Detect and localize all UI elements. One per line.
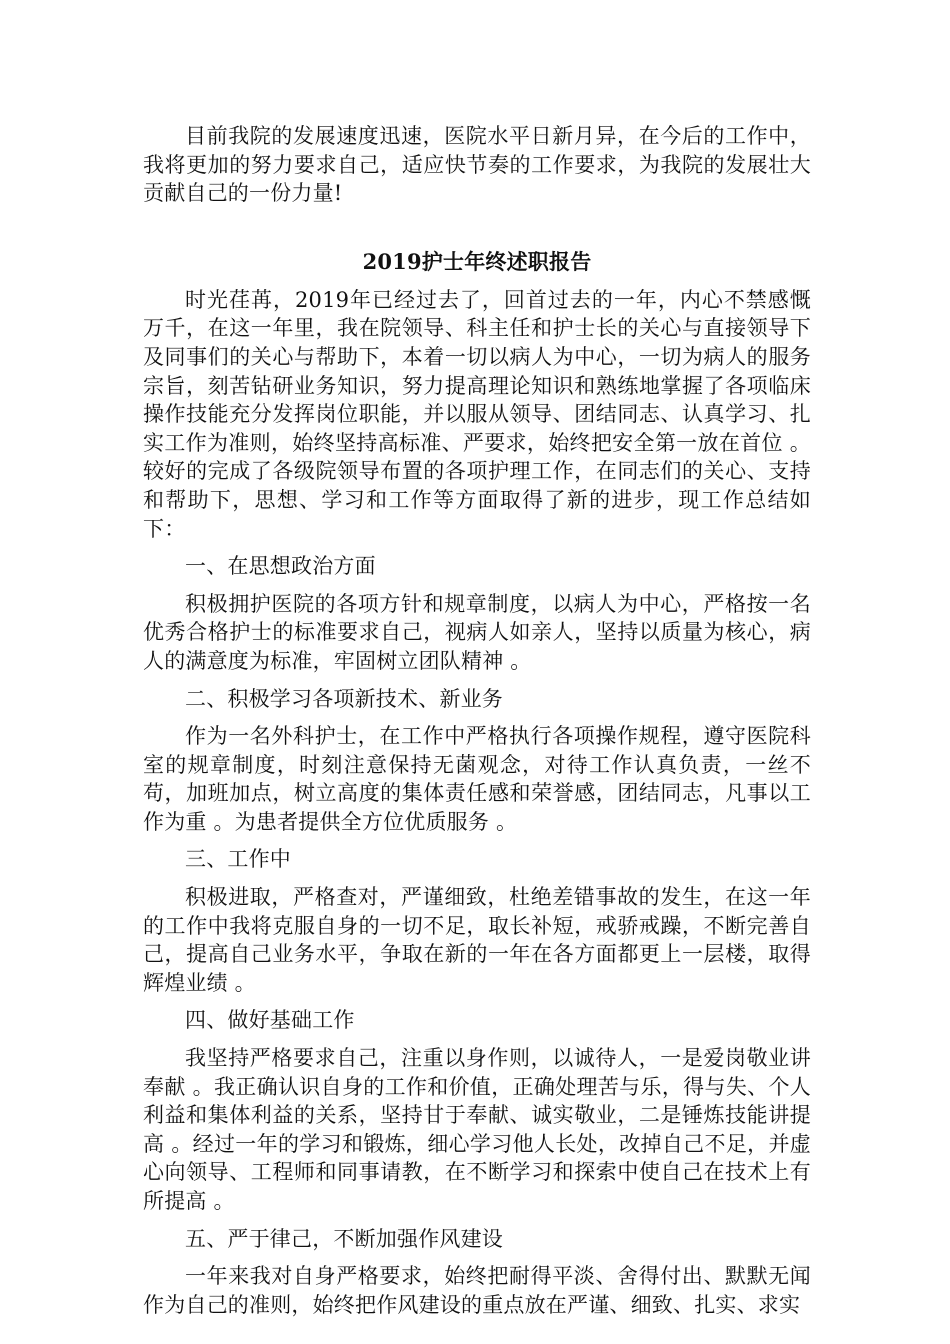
intro-paragraph: 目前我院的发展速度迅速，医院水平日新月异，在今后的工作中，我将更加的努力要求自己，适应快节奏的工作要求，为我院的发展壮大贡献自己的一份力量! [143,124,811,206]
report-title: 2019护士年终述职报告 [362,248,592,274]
section-body-1: 积极拥护医院的各项方针和规章制度，以病人为中心，严格按一名优秀合格护士的标准要求自己，视病人如亲人，坚持以质量为核心，病人的满意度为标准，牢固树立团队精神 。 [143,591,811,673]
section-heading-3: 三、工作中 [185,847,291,872]
document-body [143,122,811,1319]
section-body-2: 作为一名外科护士，在工作中严格执行各项操作规程，遵守医院科室的规章制度，时刻注意保持无菌观念，对待工作认真负责，一丝不苟，加班加点，树立高度的集体责任感和荣誉感，团结同志，凡事以工作为重 。为患者提供全方位优质服务 。 [143,724,811,834]
section-heading-1: 一、在思想政治方面 [185,554,376,579]
section-heading-2: 二、积极学习各项新技术、新业务 [185,686,503,711]
opening-paragraph: 时光荏苒，2019年已经过去了，回首过去的一年，内心不禁感慨万千，在这一年里，我在院领导、科主任和护士长的关心与直接领导下及同事们的关心与帮助下，本着一切以病人为中心，一切为病人的服务宗旨，刻苦钻研业务知识，努力提高理论知识和熟练地掌握了各项临床操作技能充分发挥岗位职能，并以服从领导、团结同志、认真学习、扎实工作为准则，始终坚持高标准、严要求，始终把安全第一放在首位 。较好的完成了各级院领导布置的各项护理工作，在同志们的关心、支持和帮助下，思想、学习和工作等方面取得了新的进步，现工作总结如下： [143,287,811,541]
section-heading-5: 五、严于律己，不断加强作风建设 [185,1226,503,1251]
section-body-3: 积极进取，严格查对，严谨细致，杜绝差错事故的发生，在这一年的工作中我将克服自身的一切不足，取长补短，戒骄戒躁，不断完善自己，提高自己业务水平，争取在新的一年在各方面都更上一层楼，取得辉煌业绩 。 [143,885,811,995]
section-body-4: 我坚持严格要求自己，注重以身作则，以诚待人，一是爱岗敬业讲奉献 。我正确认识自身的工作和价值，正确处理苦与乐，得与失、个人利益和集体利益的关系，坚持甘于奉献、诚实敬业，二是锤炼技能讲提高 。经过一年的学习和锻炼，细心学习他人长处，改掉自己不足，并虚心向领导、工程师和同事请教，在不断学习和探索中使自己在技术上有所提高 。 [143,1046,811,1213]
section-heading-4: 四、做好基础工作 [185,1008,355,1033]
section-body-5: 一年来我对自身严格要求，始终把耐得平淡、舍得付出、默默无闻作为自己的准则，始终把作风建设的重点放在严谨、细致、扎实、求实 [143,1264,811,1317]
